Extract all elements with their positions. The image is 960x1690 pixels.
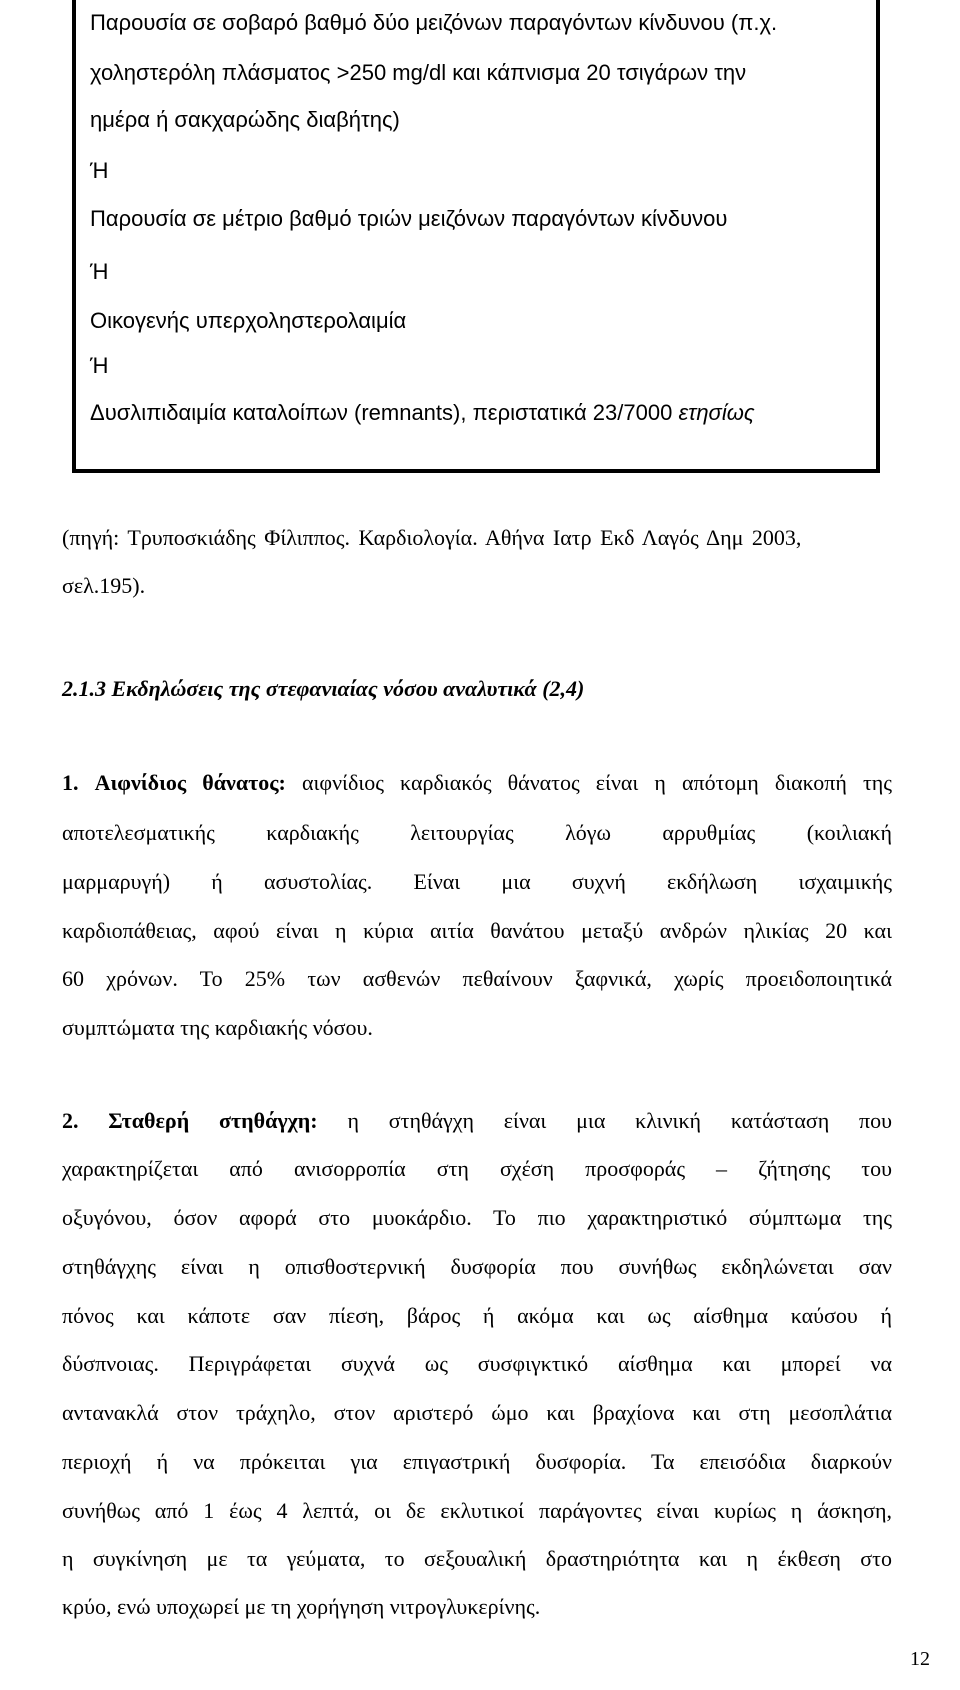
item1-line: καρδιοπάθειας, αφού είναι η κύρια αιτία θανάτου μεταξύ ανδρών ηλικίας 20 και (62, 918, 892, 943)
item2-first-line-rest: η στηθάγχη είναι μια κλινική κατάσταση που (347, 1108, 893, 1133)
item2-line: δύσπνοιας. Περιγράφεται συχνά ως συσφιγκτικό αίσθημα και μπορεί να (62, 1351, 892, 1376)
item2-line: οξυγόνου, όσον αφορά στο μυοκάρδιο. Το πιο χαρακτηριστικό σύμπτωμα της (62, 1205, 892, 1230)
item1-first-line-rest: αιφνίδιος καρδιακός θάνατος είναι η απότομη διακοπή της (301, 770, 893, 795)
item1-term: Αιφνίδιος θάνατος: (94, 770, 286, 795)
box-or-2: Ή (90, 259, 109, 284)
item2-line: χαρακτηρίζεται από ανισορροπία στη σχέση προσφοράς – ζήτησης του (62, 1156, 892, 1181)
item1-line: αποτελεσματικής καρδιακής λειτουργίας λόγω αρρυθμίας (κοιλιακή (62, 820, 892, 845)
box-line-4: Παρουσία σε μέτριο βαθμό τριών μειζόνων παραγόντων κίνδυνου (90, 206, 728, 231)
item2-line: η συγκίνηση με τα γεύματα, το σεξουαλική δραστηριότητα και η έκθεση στο (62, 1546, 892, 1571)
item1-number: 1. (62, 770, 79, 795)
box-line-1: Παρουσία σε σοβαρό βαθμό δύο μειζόνων παραγόντων κίνδυνου (π.χ. (90, 10, 778, 35)
item2-line: πόνος και κάποτε σαν πίεση, βάρος ή ακόμα και ως αίσθημα καύσου ή (62, 1303, 892, 1328)
item2-line: συνήθως από 1 έως 4 λεπτά, οι δε εκλυτικοί παράγοντες είναι κυρίως η άσκηση, (62, 1498, 892, 1523)
item2-last-line: κρύο, ενώ υποχωρεί με τη χορήγηση νιτρογλυκερίνης. (62, 1594, 541, 1619)
box-line-6-text: Δυσλιπιδαιμία καταλοίπων (remnants), περιστατικά 23/7000 (90, 400, 673, 425)
item1-last-line: συμπτώματα της καρδιακής νόσου. (62, 1015, 373, 1040)
page-number: 12 (910, 1648, 930, 1670)
item1-line: μαρμαρυγή) ή ασυστολίας. Είναι μια συχνή εκδήλωση ισχαιμικής (62, 869, 892, 894)
box-line-3: ημέρα ή σακχαρώδης διαβήτης) (90, 107, 400, 132)
item2-number: 2. (62, 1108, 79, 1133)
box-or-1: Ή (90, 158, 109, 183)
item2-term: Σταθερή στηθάγχη: (108, 1108, 318, 1133)
item2-first-line (62, 1110, 892, 1132)
box-line-2: χοληστερόλη πλάσματος >250 mg/dl και κάπνισμα 20 τσιγάρων την (90, 60, 747, 85)
box-or-3: Ή (90, 353, 109, 378)
box-line-6-italic: ετησίως (678, 400, 755, 425)
section-heading: 2.1.3 Εκδηλώσεις της στεφανιαίας νόσου αναλυτικά (2,4) (62, 676, 585, 701)
source-line-2: σελ.195). (62, 573, 146, 598)
item2-line: αντανακλά στον τράχηλο, στον αριστερό ώμο και βραχίονα και στη μεσοπλάτια (62, 1400, 892, 1425)
item2-line: περιοχή ή να πρόκειται για επιγαστρική δυσφορία. Τα επεισόδια διαρκούν (62, 1449, 892, 1474)
item1-first-line (62, 772, 892, 794)
risk-criteria-box (72, 0, 880, 473)
box-line-6 (90, 402, 755, 424)
item2-line: στηθάγχης είναι η οπισθοστερνική δυσφορία που συνήθως εκδηλώνεται σαν (62, 1254, 892, 1279)
box-line-5: Οικογενής υπερχοληστερολαιμία (90, 308, 407, 333)
source-line-1: (πηγή: Τρυποσκιάδης Φίλιππος. Καρδιολογία. Αθήνα Ιατρ Εκδ Λαγός Δημ 2003, (62, 525, 802, 550)
item1-line: 60 χρόνων. Το 25% των ασθενών πεθαίνουν ξαφνικά, χωρίς προειδοποιητικά (62, 966, 892, 991)
